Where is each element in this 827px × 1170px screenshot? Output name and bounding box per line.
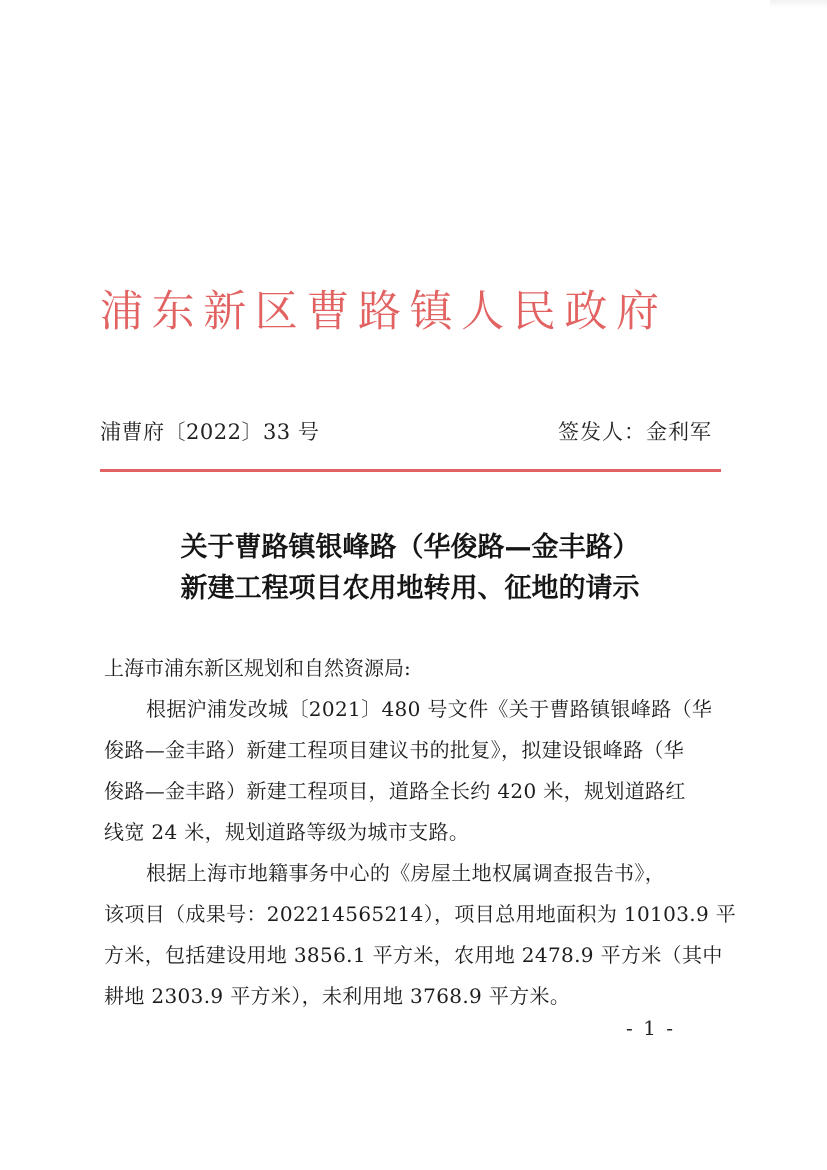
subject-line-1: 关于曹路镇银峰路（华俊路—金丰路）	[180, 532, 640, 563]
paragraph-2-line: 耕地 2303.9 平方米），未利用地 3768.9 平方米。	[104, 984, 571, 1008]
paragraph-1-line: 根据沪浦发改城〔2021〕480 号文件《关于曹路镇银峰路（华	[146, 697, 713, 721]
scan-edge	[770, 0, 827, 8]
paragraph-1-line: 线宽 24 米，规划道路等级为城市支路。	[104, 820, 470, 844]
paragraph-1-line: 俊路—金丰路）新建工程项目，道路全长约 420 米，规划道路红	[104, 779, 686, 803]
salutation: 上海市浦东新区规划和自然资源局:	[104, 656, 411, 680]
subject-line-2: 新建工程项目农用地转用、征地的请示	[180, 573, 640, 604]
document-number: 浦曹府〔2022〕33 号	[100, 420, 320, 444]
agency-title: 浦东新区曹路镇人民政府	[100, 287, 668, 337]
paragraph-1-line: 俊路—金丰路）新建工程项目建议书的批复》，拟建设银峰路（华	[104, 738, 685, 762]
signer: 签发人：金利军	[558, 420, 712, 444]
document-meta-row	[100, 416, 720, 448]
page-number: - 1 -	[626, 1016, 675, 1040]
paragraph-2-line: 方米，包括建设用地 3856.1 平方米，农用地 2478.9 平方米（其中	[104, 943, 723, 967]
paragraph-2-line: 根据上海市地籍事务中心的《房屋土地权属调查报告书》，	[146, 861, 666, 885]
red-divider-line	[100, 469, 721, 472]
paragraph-2-line: 该项目（成果号：202214565214），项目总用地面积为 10103.9 平	[104, 902, 737, 926]
